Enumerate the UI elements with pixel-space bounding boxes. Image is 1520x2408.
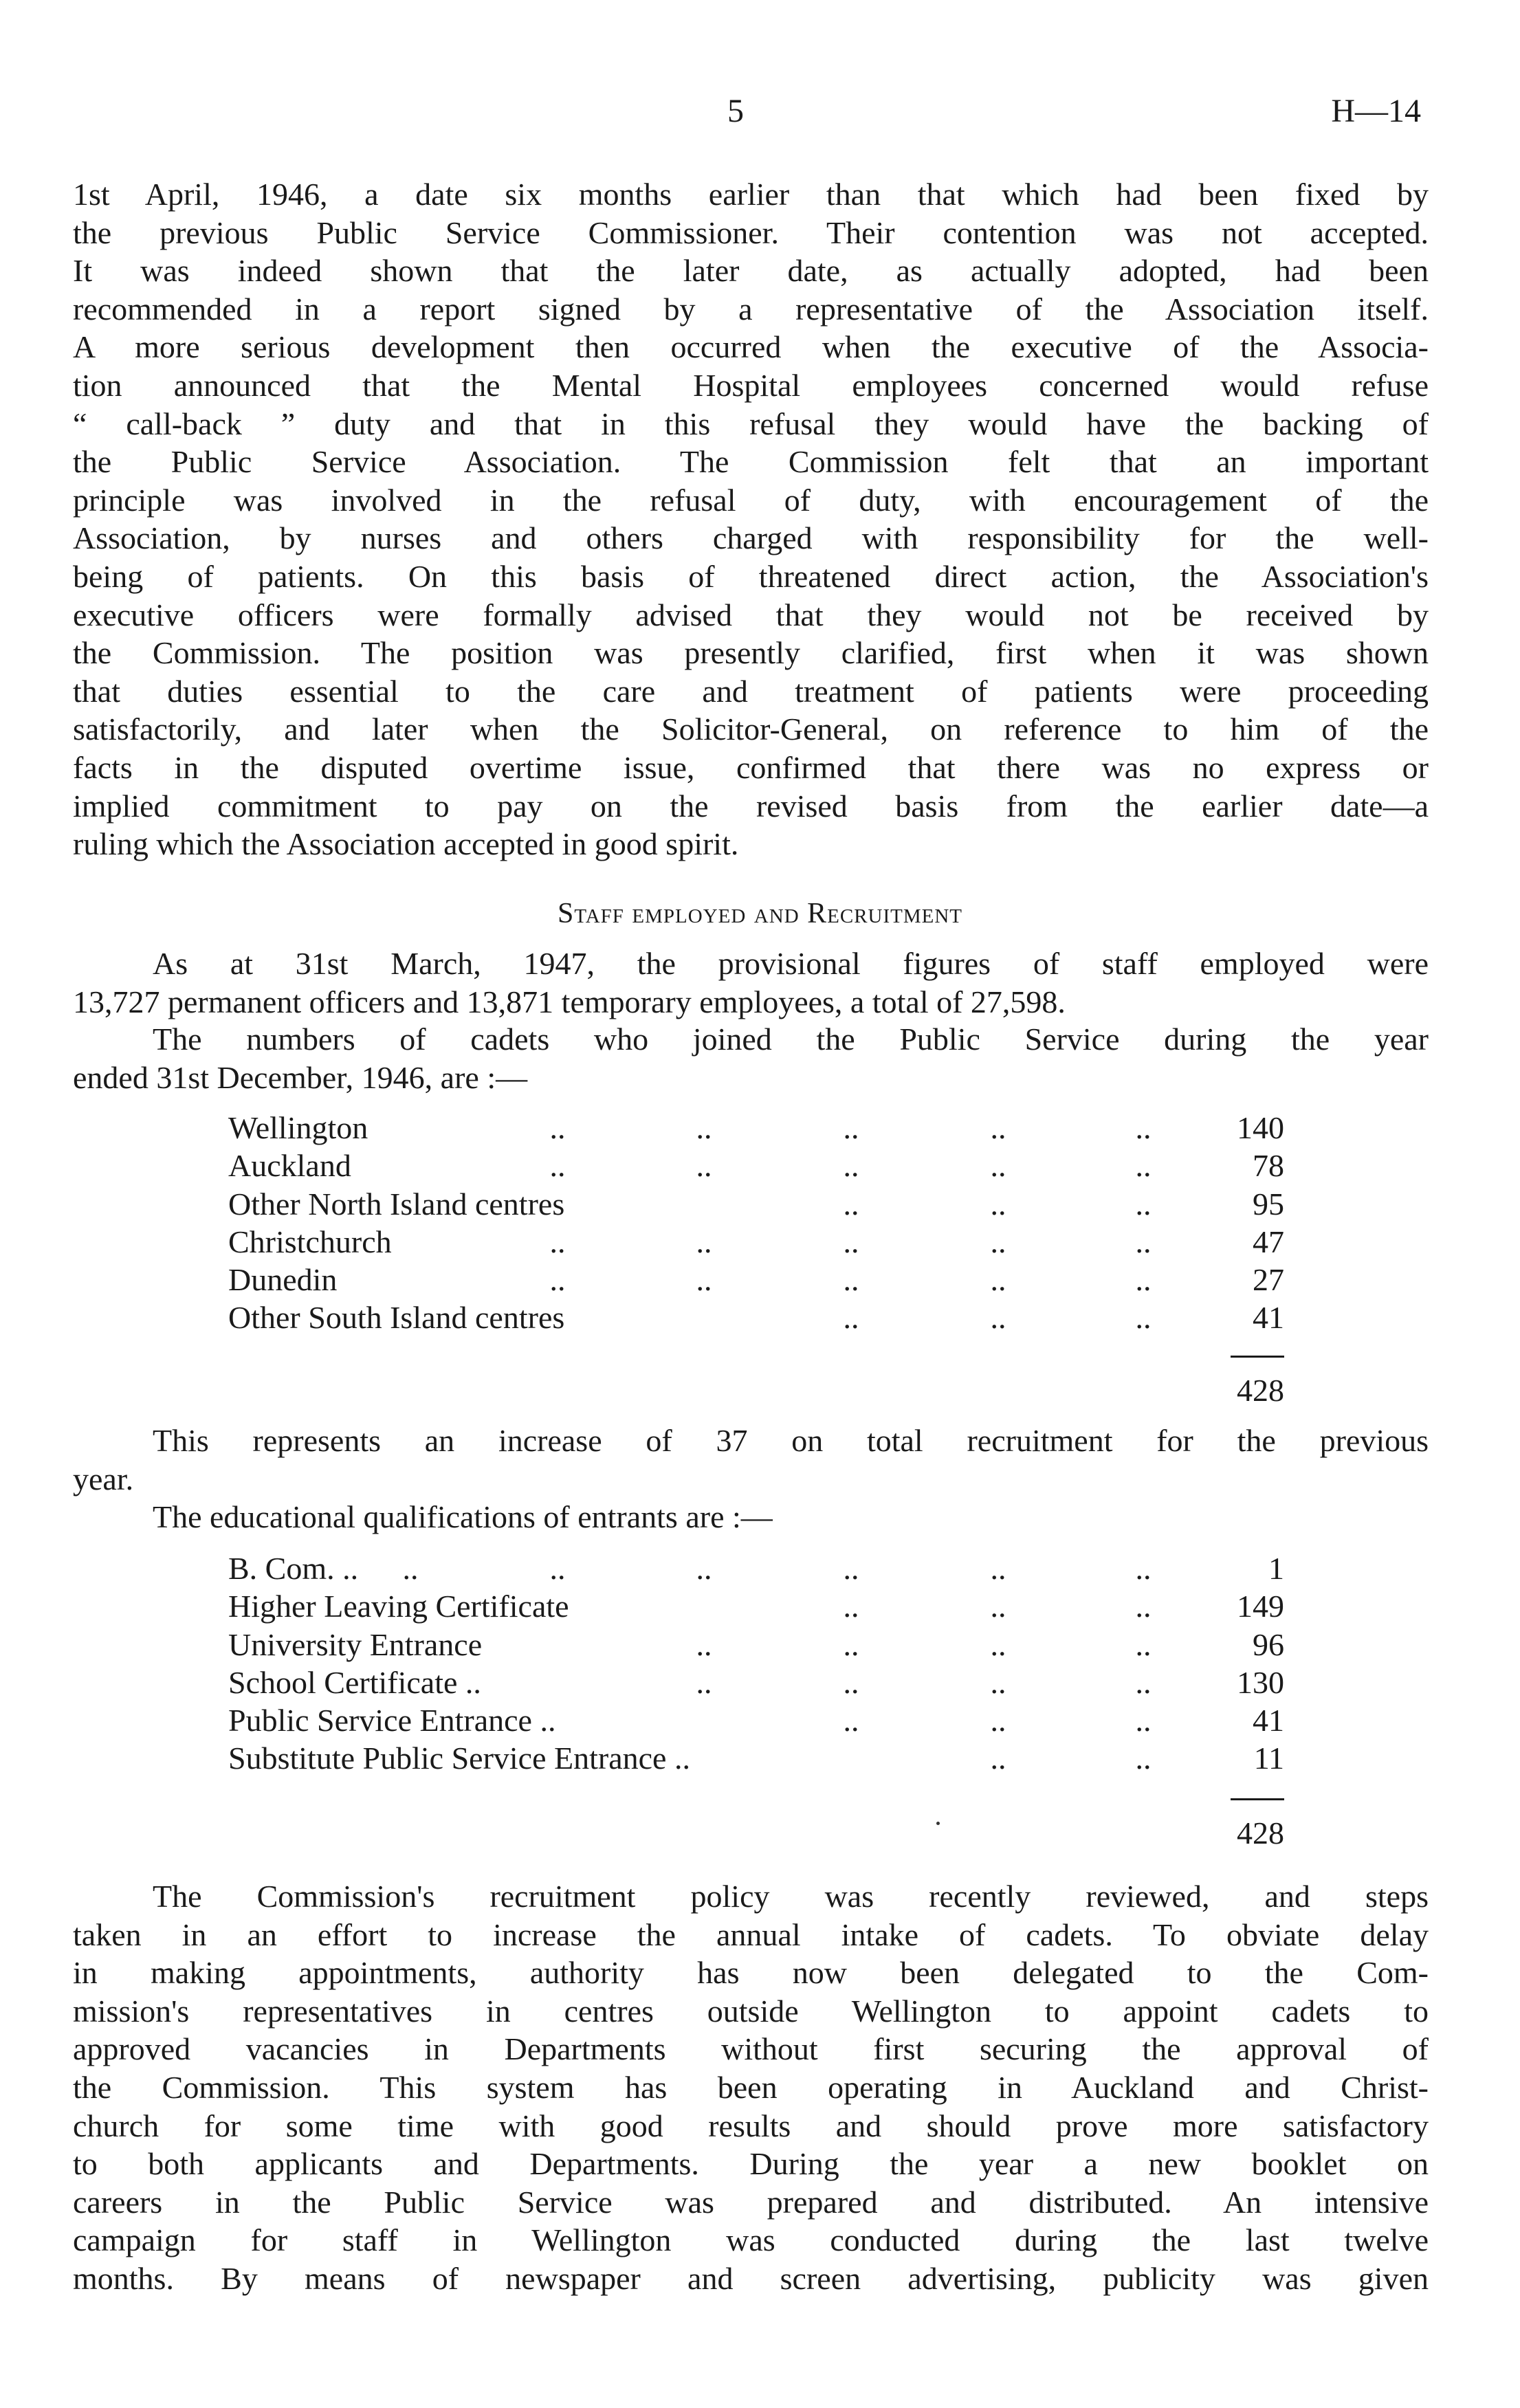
dot-leader: ..: [1135, 1224, 1152, 1259]
dot-leader: ..: [696, 1262, 712, 1298]
dot-leader: ..: [990, 1262, 1006, 1298]
total-rule: [1231, 1798, 1284, 1800]
dot-leader: ..: [843, 1626, 859, 1662]
table-row: [0, 1664, 1520, 1701]
dot-leader: ..: [990, 1741, 1006, 1776]
section-heading: Staff employed and Recruitment: [557, 898, 963, 929]
dot-leader: ..: [696, 1664, 712, 1700]
text-line: 13,727 permanent officers and 13,871 temporary employees, a total of 27,598.: [73, 984, 1066, 1019]
dot-leader: ..: [990, 1626, 1006, 1662]
paragraph-qualifications-intro: [73, 1498, 1429, 1536]
stray-dot: [936, 1822, 940, 1825]
text-line: The educational qualifications of entrants are :—: [153, 1499, 773, 1534]
paragraph-cadets-intro: [73, 1020, 1429, 1096]
text-line: “ call-back ” duty and that in this refusal they would have the backing of: [73, 406, 1429, 441]
dot-leader: ..: [549, 1224, 566, 1259]
text-line: the Public Service Association. The Commission felt that an important: [73, 444, 1429, 480]
table-row: [0, 1223, 1520, 1261]
row-value: 78: [1253, 1148, 1284, 1184]
dot-leader: ..: [990, 1664, 1006, 1700]
table-row: [0, 1626, 1520, 1664]
text-line: mission's representatives in centres outside Wellington to appoint cadets to: [73, 1993, 1429, 2029]
dot-leader: ..: [990, 1551, 1006, 1586]
dot-leader: ..: [1135, 1262, 1152, 1298]
row-value: 27: [1253, 1262, 1284, 1298]
dot-leader: ..: [1135, 1551, 1152, 1586]
text-line: being of patients. On this basis of threatened direct action, the Association's: [73, 558, 1429, 594]
dot-leader: ..: [990, 1300, 1006, 1336]
dot-leader: ..: [843, 1224, 859, 1259]
total-rule: [1231, 1356, 1284, 1358]
text-line: the previous Public Service Commissioner. Their contention was not accepted.: [73, 214, 1429, 250]
text-line: ruling which the Association accepted in good spirit.: [73, 826, 739, 862]
qualifications-total: 428: [1237, 1815, 1284, 1851]
row-value: 95: [1253, 1186, 1284, 1222]
text-line: principle was involved in the refusal of duty, with encouragement of the: [73, 482, 1429, 518]
text-line: satisfactorily, and later when the Solicitor-General, on reference to him of the: [73, 711, 1429, 747]
page-number: 5: [727, 93, 744, 129]
paragraph-increase: [73, 1422, 1429, 1498]
text-line: church for some time with good results and should prove more satisfactory: [73, 2108, 1429, 2143]
text-line: facts in the disputed overtime issue, confirmed that there was no express or: [73, 749, 1429, 785]
dot-leader: ..: [843, 1589, 859, 1624]
text-line: The numbers of cadets who joined the Public Service during the year: [153, 1021, 1429, 1057]
row-value: 41: [1253, 1300, 1284, 1336]
dot-leader: ..: [1135, 1148, 1152, 1184]
dot-leader: ..: [990, 1224, 1006, 1259]
text-line: the Commission. The position was presently clarified, first when it was shown: [73, 635, 1429, 671]
dot-leader: ..: [990, 1589, 1006, 1624]
text-line: 1st April, 1946, a date six months earlier than that which had been fixed by: [73, 177, 1429, 212]
text-line: tion announced that the Mental Hospital employees concerned would refuse: [73, 367, 1429, 403]
cadets-by-centre-table: [0, 1109, 1520, 1337]
text-line: recommended in a report signed by a representative of the Association itself.: [73, 291, 1429, 327]
row-label: Other North Island centres: [228, 1186, 565, 1222]
dot-leader: ..: [990, 1703, 1006, 1738]
row-value: 11: [1253, 1741, 1284, 1776]
text-line: the Commission. This system has been operating in Auckland and Christ-: [73, 2069, 1429, 2105]
dot-leader: ..: [843, 1664, 859, 1700]
table-row: [0, 1299, 1520, 1336]
dot-leader: ..: [696, 1110, 712, 1145]
text-line: executive officers were formally advised that they would not be received by: [73, 597, 1429, 632]
text-line: approved vacancies in Departments without first securing the approval of: [73, 2031, 1429, 2067]
table-row: [0, 1185, 1520, 1223]
text-line: This represents an increase of 37 on total recruitment for the previous: [153, 1423, 1429, 1458]
dot-leader: ..: [843, 1262, 859, 1298]
row-label: B. Com. ..: [228, 1551, 359, 1586]
table-row: [0, 1109, 1520, 1147]
text-line: A more serious development then occurred when the executive of the Associa-: [73, 329, 1429, 365]
text-line: The Commission's recruitment policy was recently reviewed, and steps: [153, 1879, 1429, 1914]
dot-leader: ..: [1135, 1589, 1152, 1624]
dot-leader: ..: [990, 1186, 1006, 1222]
dot-leader: ..: [549, 1148, 566, 1184]
text-line: campaign for staff in Wellington was conducted during the last twelve: [73, 2222, 1429, 2258]
row-value: 140: [1237, 1110, 1284, 1145]
table-row: [0, 1701, 1520, 1739]
row-label: Other South Island centres: [228, 1300, 565, 1336]
row-label: Wellington: [228, 1110, 368, 1145]
text-line: taken in an effort to increase the annual intake of cadets. To obviate delay: [73, 1917, 1429, 1952]
dot-leader: ..: [696, 1148, 712, 1184]
qualifications-table: [0, 1549, 1520, 1778]
row-value: 149: [1237, 1589, 1284, 1624]
dot-leader: ..: [696, 1224, 712, 1259]
row-value: 41: [1253, 1703, 1284, 1738]
text-line: Association, by nurses and others charged with responsibility for the well-: [73, 520, 1429, 556]
dot-leader: ..: [990, 1110, 1006, 1145]
dot-leader: ..: [843, 1186, 859, 1222]
dot-leader: ..: [1135, 1741, 1152, 1776]
text-line: that duties essential to the care and treatment of patients were proceeding: [73, 673, 1429, 709]
dot-leader: ..: [1135, 1110, 1152, 1145]
dot-leader: ..: [402, 1551, 419, 1586]
dot-leader: ..: [843, 1110, 859, 1145]
row-label: Christchurch: [228, 1224, 392, 1259]
row-label: Dunedin: [228, 1262, 338, 1298]
cadets-total: 428: [1237, 1373, 1284, 1408]
table-row: [0, 1147, 1520, 1184]
text-line: months. By means of newspaper and screen advertising, publicity was given: [73, 2260, 1429, 2296]
row-label: Auckland: [228, 1148, 351, 1184]
row-label: Public Service Entrance ..: [228, 1703, 556, 1738]
dot-leader: ..: [696, 1626, 712, 1662]
dot-leader: ..: [696, 1551, 712, 1586]
paragraph-staff-figures: [73, 945, 1429, 1021]
dot-leader: ..: [843, 1551, 859, 1586]
text-line: As at 31st March, 1947, the provisional figures of staff employed were: [153, 946, 1429, 981]
text-line: It was indeed shown that the later date, as actually adopted, had been: [73, 253, 1429, 289]
text-line: in making appointments, authority has now been delegated to the Com-: [73, 1955, 1429, 1991]
dot-leader: ..: [1135, 1186, 1152, 1222]
dot-leader: ..: [1135, 1703, 1152, 1738]
table-row: [0, 1549, 1520, 1587]
dot-leader: ..: [549, 1110, 566, 1145]
row-value: 130: [1237, 1664, 1284, 1700]
row-label: Higher Leaving Certificate: [228, 1589, 569, 1624]
row-label: Substitute Public Service Entrance ..: [228, 1741, 690, 1776]
dot-leader: ..: [843, 1703, 859, 1738]
dot-leader: ..: [549, 1551, 566, 1586]
row-value: 1: [1268, 1551, 1284, 1586]
row-label: University Entrance: [228, 1626, 483, 1662]
dot-leader: ..: [990, 1148, 1006, 1184]
table-row: [0, 1739, 1520, 1777]
dot-leader: ..: [1135, 1300, 1152, 1336]
dot-leader: ..: [843, 1148, 859, 1184]
dot-leader: ..: [549, 1262, 566, 1298]
text-line: to both applicants and Departments. During the year a new booklet on: [73, 2146, 1429, 2182]
row-value: 96: [1253, 1626, 1284, 1662]
dot-leader: ..: [1135, 1664, 1152, 1700]
table-row: [0, 1261, 1520, 1299]
row-label: School Certificate ..: [228, 1664, 481, 1700]
dot-leader: ..: [843, 1300, 859, 1336]
dot-leader: ..: [1135, 1626, 1152, 1662]
text-line: year.: [73, 1461, 134, 1496]
table-row: [0, 1587, 1520, 1625]
paragraph-recruitment-policy: [73, 1877, 1429, 2298]
document-code: H—14: [1331, 93, 1421, 129]
row-value: 47: [1253, 1224, 1284, 1259]
paragraph-association-dispute: [73, 175, 1429, 863]
text-line: implied commitment to pay on the revised basis from the earlier date—a: [73, 788, 1429, 824]
text-line: ended 31st December, 1946, are :—: [73, 1059, 528, 1095]
text-line: careers in the Public Service was prepared and distributed. An intensive: [73, 2184, 1429, 2220]
